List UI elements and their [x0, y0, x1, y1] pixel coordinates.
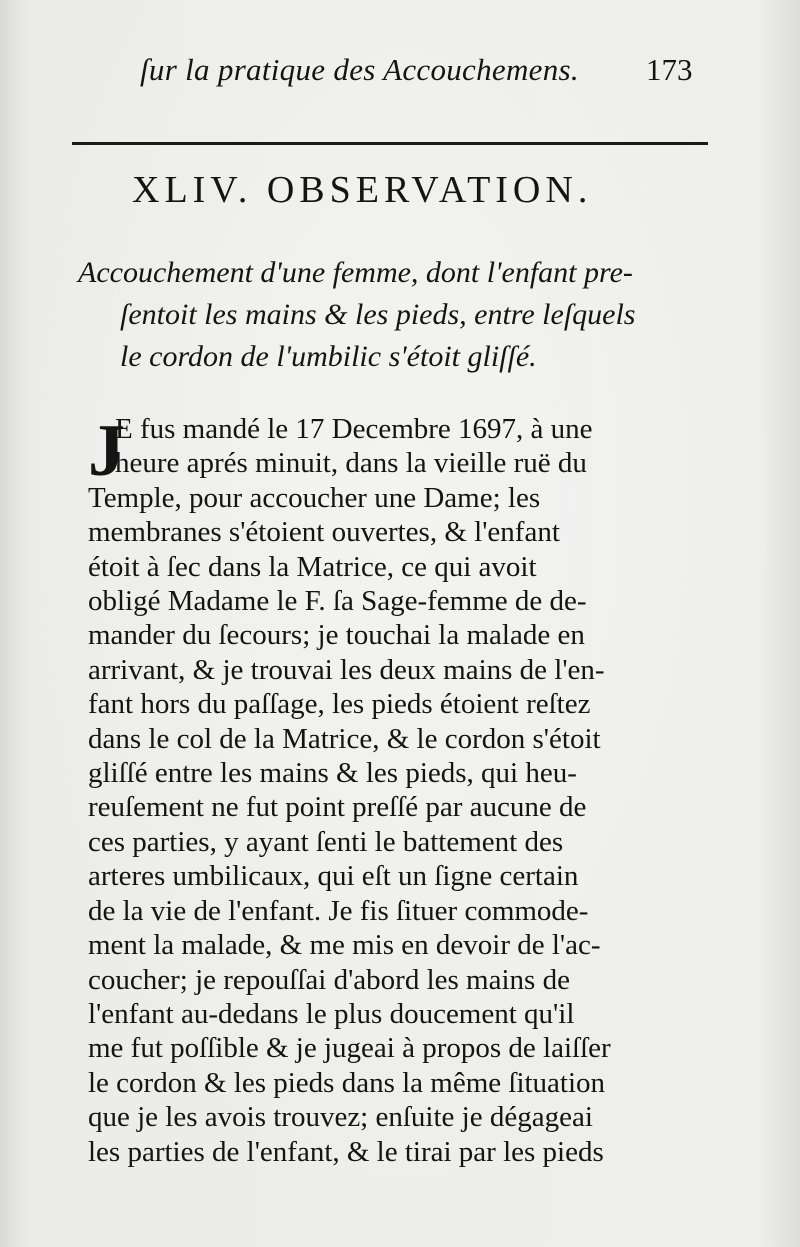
subtitle-line: ſentoit les mains & les pieds, entre leſquels	[120, 298, 636, 331]
body-line: mander du ſecours; je touchai la malade en	[88, 619, 585, 652]
subtitle-line: le cordon de l'umbilic s'étoit gliſſé.	[120, 340, 537, 373]
body-line: reuſement ne fut point preſſé par aucune de	[88, 791, 587, 824]
page-number: 173	[646, 52, 693, 87]
body-line: l'enfant au-dedans le plus doucement qu'il	[88, 997, 575, 1030]
subtitle-line: Accouchement d'une femme, dont l'enfant pre-	[78, 256, 633, 289]
running-head: ſur la pratique des Accouchemens.	[140, 52, 579, 87]
body-line: que je les avois trouvez; enſuite je dégageai	[88, 1101, 593, 1134]
body-line: les parties de l'enfant, & le tirai par les pieds	[88, 1135, 604, 1168]
body-line: le cordon & les pieds dans la même ſituation	[88, 1066, 606, 1099]
header-rule	[72, 142, 708, 145]
body-line: coucher; je repouſſai d'abord les mains de	[88, 963, 570, 996]
body-line: Temple, pour accoucher une Dame; les	[88, 481, 541, 514]
body-line: E fus mandé le 17 Decembre 1697, à une	[115, 413, 593, 445]
body-line: heure aprés minuit, dans la vieille ruë du	[115, 447, 587, 480]
body-line: fant hors du paſſage, les pieds étoient reſtez	[88, 688, 591, 721]
body-line: de la vie de l'enfant. Je fis ſituer commode-	[88, 894, 589, 927]
observation-title: XLIV. OBSERVATION.	[132, 169, 593, 211]
body-line: arrivant, & je trouvai les deux mains de l'en-	[88, 653, 605, 686]
body-line: arteres umbilicaux, qui eſt un ſigne certain	[88, 860, 579, 893]
body-line: ment la malade, & me mis en devoir de l'ac-	[88, 929, 601, 962]
observation-subtitle	[78, 252, 738, 378]
body-line: membranes s'étoient ouvertes, & l'enfant	[88, 516, 560, 549]
body-line: étoit à ſec dans la Matrice, ce qui avoit	[88, 550, 537, 583]
body-line: obligé Madame le F. ſa Sage-femme de de-	[88, 585, 587, 618]
body-line: dans le col de la Matrice, & le cordon s'étoit	[88, 722, 601, 755]
body-line: ces parties, y ayant ſenti le battement des	[88, 825, 564, 858]
drop-cap: J	[88, 410, 125, 492]
body-paragraph	[88, 412, 748, 1169]
body-line: me fut poſſible & je jugeai à propos de laiſſer	[88, 1032, 611, 1065]
body-line: gliſſé entre les mains & les pieds, qui heu-	[88, 757, 577, 790]
